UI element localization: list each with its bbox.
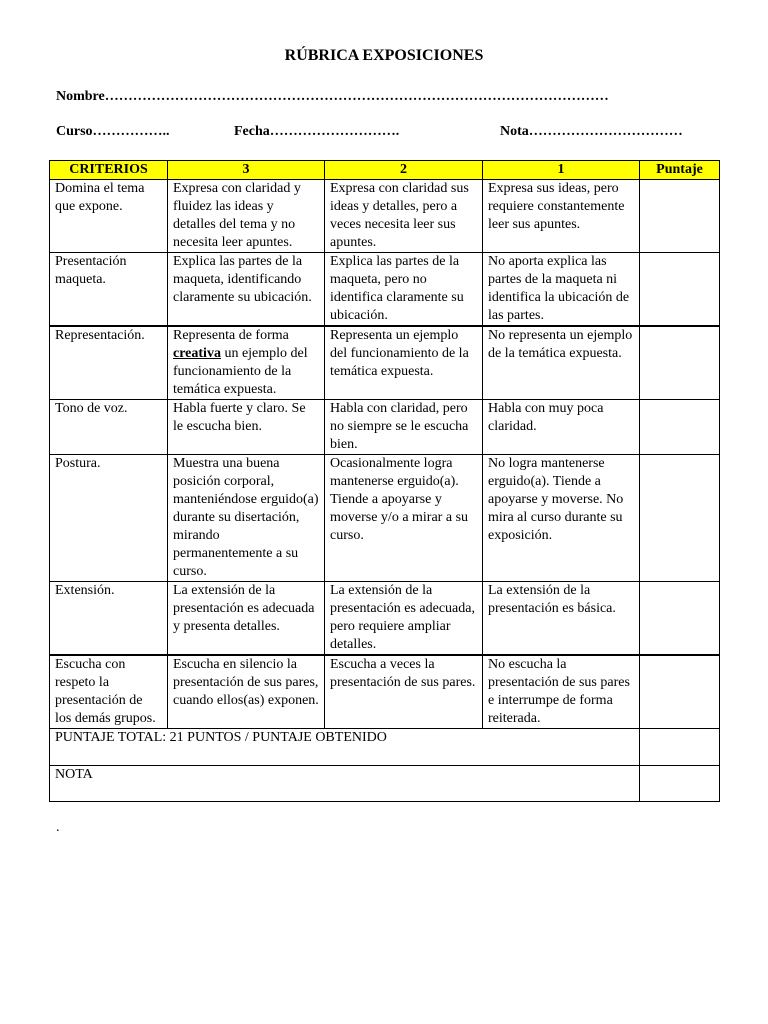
level-3-cell: La extensión de la presentación es adecuada y presenta detalles. [168,582,325,656]
table-row [50,253,720,327]
total-label: PUNTAJE TOTAL: 21 PUNTOS / PUNTAJE OBTENIDO [50,729,640,766]
level-2-cell: Escucha a veces la presentación de sus pares. [325,655,483,729]
table-row [50,180,720,253]
level-2-cell: Expresa con claridad sus ideas y detalles, pero a veces necesita leer sus apuntes. [325,180,483,253]
score-cell[interactable] [640,180,720,253]
nota-label: NOTA [50,766,640,802]
total-row [50,729,720,766]
level-3-text-post: un ejemplo del funcionamiento de la temática expuesta. [173,346,308,397]
criterion-cell: Tono de voz. [50,400,168,455]
level-1-cell: Habla con muy poca claridad. [483,400,640,455]
score-cell[interactable] [640,400,720,455]
nota-row [50,766,720,802]
criterion-cell: Postura. [50,455,168,582]
rubric-table [49,160,720,802]
level-3-cell [168,326,325,400]
header-score-3: 3 [168,161,325,180]
level-3-cell: Muestra una buena posición corporal, manteniéndose erguido(a) durante su disertación, mirando permanentemente a su curso. [168,455,325,582]
nota-score-cell[interactable] [640,766,720,802]
header-criterios: CRITERIOS [50,161,168,180]
score-cell[interactable] [640,253,720,327]
document-title: RÚBRICA EXPOSICIONES [284,47,484,64]
criterion-cell: Presentación maqueta. [50,253,168,327]
fecha-field[interactable]: Fecha………………………. [234,124,400,139]
level-1-cell: No logra mantenerse erguido(a). Tiende a apoyarse y moverse. No mira al curso durante su exposición. [483,455,640,582]
level-2-cell: Explica las partes de la maqueta, pero no identifica claramente su ubicación. [325,253,483,327]
header-score-1: 1 [483,161,640,180]
nota-field[interactable]: Nota…………………………… [500,124,683,139]
level-3-cell: Explica las partes de la maqueta, identificando claramente su ubicación. [168,253,325,327]
header-row [50,161,720,180]
criterion-cell: Domina el tema que expone. [50,180,168,253]
level-2-cell: La extensión de la presentación es adecuada, pero requiere ampliar detalles. [325,582,483,656]
header-score-2: 2 [325,161,483,180]
level-2-cell: Habla con claridad, pero no siempre se le escucha bien. [325,400,483,455]
level-1-cell: No aporta explica las partes de la maqueta ni identifica la ubicación de las partes. [483,253,640,327]
curso-field[interactable]: Curso…………….. [56,124,170,139]
level-1-cell: No escucha la presentación de sus pares e interrumpe de forma reiterada. [483,655,640,729]
level-3-text-pre: Representa de forma [173,328,289,343]
table-row [50,455,720,582]
score-cell[interactable] [640,582,720,656]
level-3-cell: Expresa con claridad y fluidez las ideas y detalles del tema y no necesita leer apuntes. [168,180,325,253]
emphasis-creativa: creativa [173,346,221,361]
total-score-cell[interactable] [640,729,720,766]
table-row [50,400,720,455]
score-cell[interactable] [640,326,720,400]
trailing-dot: . [56,820,60,835]
nombre-field[interactable]: Nombre……………………………………………………………………………………………… [56,89,609,104]
score-cell[interactable] [640,455,720,582]
table-row [50,655,720,729]
header-puntaje: Puntaje [640,161,720,180]
table-row [50,326,720,400]
level-3-cell: Escucha en silencio la presentación de sus pares, cuando ellos(as) exponen. [168,655,325,729]
table-row [50,582,720,656]
score-cell[interactable] [640,655,720,729]
level-2-cell: Ocasionalmente logra mantenerse erguido(a). Tiende a apoyarse y moverse y/o a mirar a su curso. [325,455,483,582]
level-1-cell: Expresa sus ideas, pero requiere constantemente leer sus apuntes. [483,180,640,253]
level-2-cell: Representa un ejemplo del funcionamiento de la temática expuesta. [325,326,483,400]
level-1-cell: No representa un ejemplo de la temática expuesta. [483,326,640,400]
criterion-cell: Escucha con respeto la presentación de los demás grupos. [50,655,168,729]
level-3-cell: Habla fuerte y claro. Se le escucha bien. [168,400,325,455]
level-1-cell: La extensión de la presentación es básica. [483,582,640,656]
criterion-cell: Extensión. [50,582,168,656]
criterion-cell: Representación. [50,326,168,400]
